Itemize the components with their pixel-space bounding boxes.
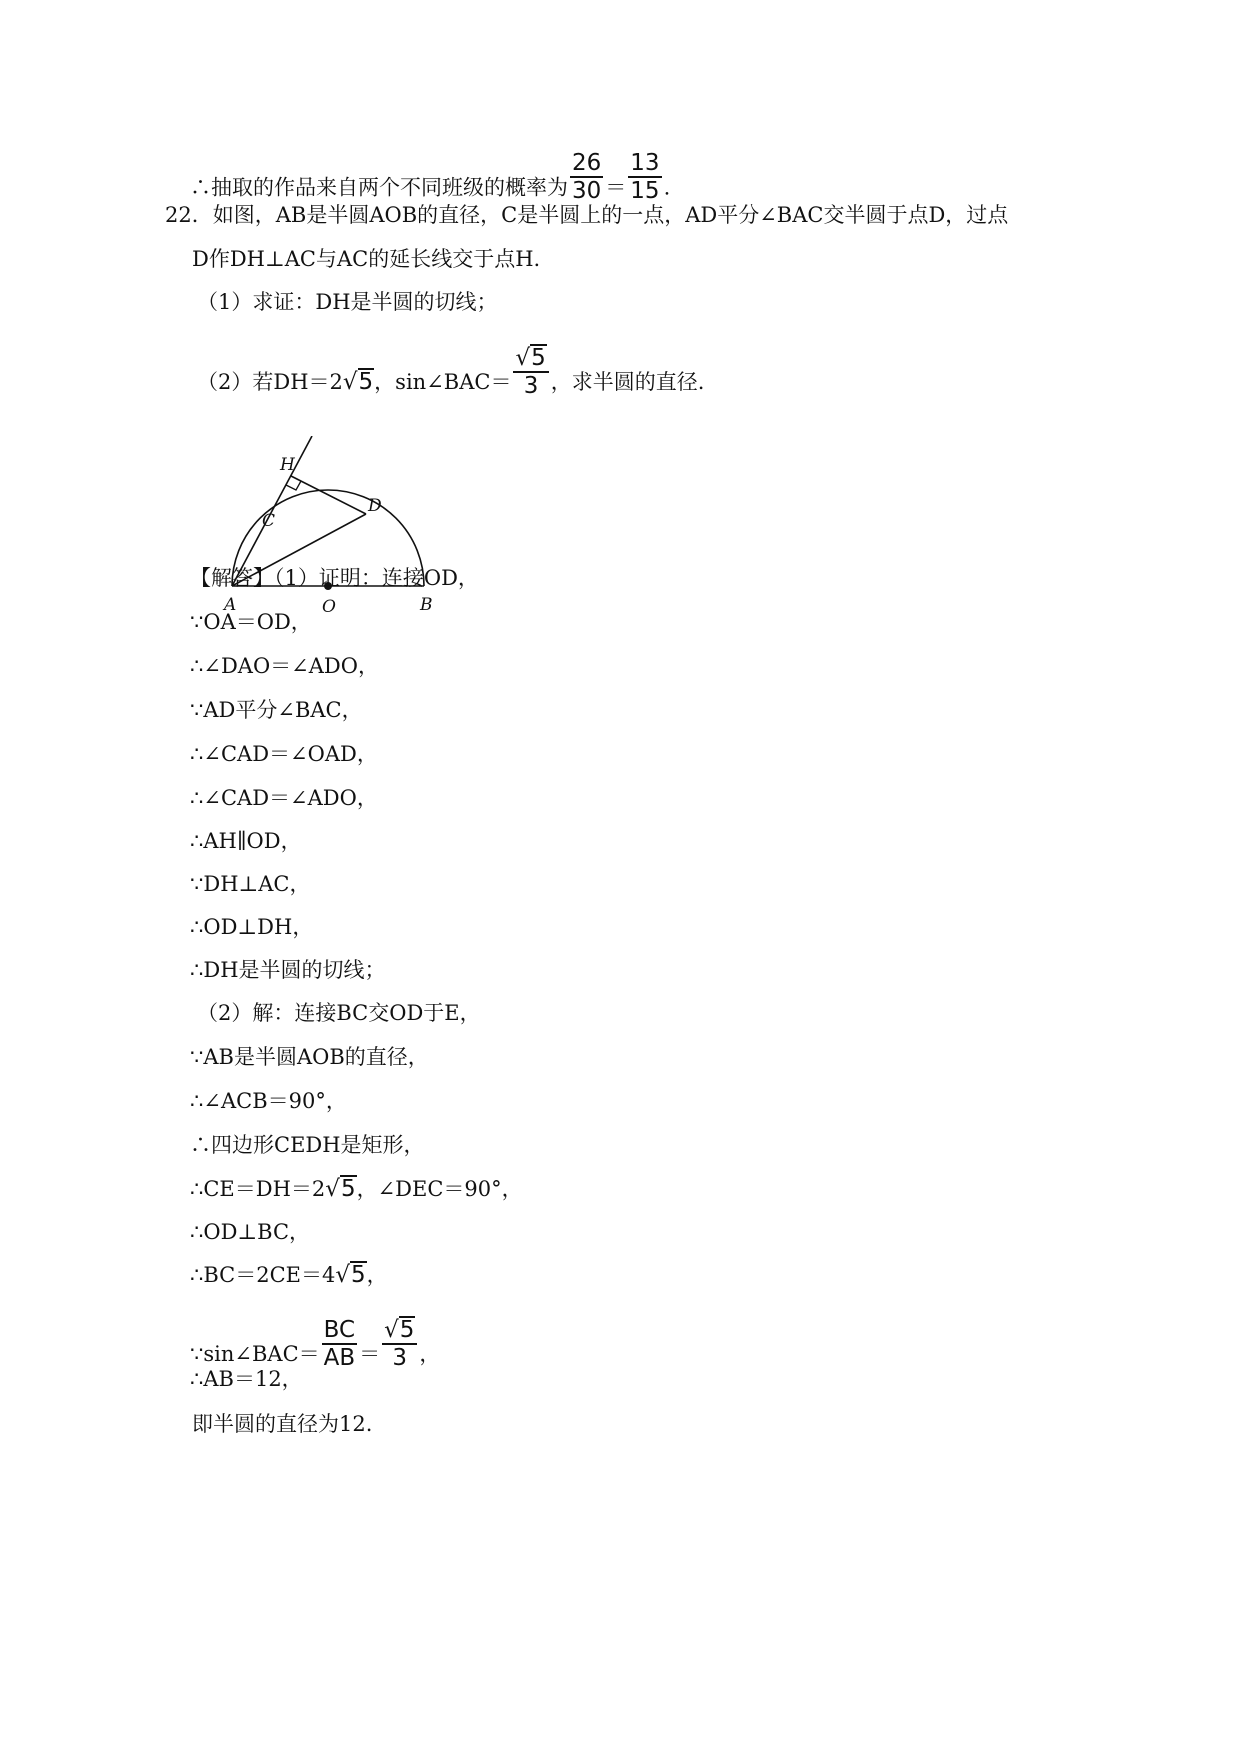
line-prefix: ∵sin∠BAC＝: [190, 1342, 320, 1366]
fraction-bc-over-ab: [322, 1317, 357, 1371]
equals-sign: ＝: [359, 1342, 381, 1366]
sqrt-expression: √5: [325, 1176, 356, 1202]
line-suffix: ，: [419, 1342, 441, 1366]
radicand: 5: [340, 1176, 356, 1202]
sqrt-expression: √5: [342, 369, 374, 395]
solution-line: ∴∠DAO＝∠ADO，: [190, 654, 379, 678]
solution-line: [190, 1175, 523, 1203]
radicand: 5: [351, 1262, 366, 1288]
problem-part-2: [197, 345, 705, 411]
part2-suffix: ，求半圆的直径.: [550, 370, 705, 394]
part2-prefix: （2）若DH＝2: [197, 370, 343, 394]
solution-line: ∴∠CAD＝∠ADO，: [190, 786, 378, 810]
final-answer: 即半圆的直径为12.: [192, 1412, 373, 1436]
fraction-denominator: 3: [523, 373, 539, 399]
solution-line: ∵DH⊥AC，: [190, 872, 311, 896]
label-o: O: [322, 597, 336, 616]
sqrt-expression: √5: [515, 345, 546, 371]
radicand: 5: [399, 1317, 415, 1343]
sqrt-expression: √5: [384, 1317, 415, 1343]
line-suffix: ，: [366, 1263, 388, 1287]
line-hd: [291, 476, 366, 514]
fraction-numerator: 26: [572, 150, 602, 176]
solution-line: 【解答】（1）证明：连接OD，: [190, 566, 479, 590]
problem-line-1: 22．如图，AB是半圆AOB的直径，C是半圆上的一点，AD平分∠BAC交半圆于点D，过点: [165, 203, 1009, 227]
fraction-denominator: 15: [630, 178, 660, 204]
fraction-sqrt5-over-3: [382, 1316, 417, 1371]
part2-mid: ，sin∠BAC＝: [374, 370, 512, 394]
solution-line: ∵AD平分∠BAC，: [190, 698, 363, 722]
sqrt-expression: √5: [335, 1262, 366, 1288]
line-prefix: ∴CE＝DH＝2: [190, 1177, 326, 1201]
fraction-denominator: AB: [323, 1344, 356, 1371]
fraction-numerator: 13: [630, 150, 660, 176]
period: .: [663, 175, 671, 200]
solution-line: [190, 1261, 388, 1289]
label-h: H: [280, 455, 295, 475]
solution-line: ∴OD⊥DH，: [190, 915, 314, 939]
solution-line: ∴∠ACB＝90°，: [190, 1089, 347, 1113]
solution-line: ∴OD⊥BC，: [190, 1220, 311, 1244]
solution-line: （2）解：连接BC交OD于E，: [197, 1001, 481, 1025]
problem-line-2: D作DH⊥AC与AC的延长线交于点H.: [192, 247, 541, 271]
conclusion-text: ∴抽取的作品来自两个不同班级的概率为: [190, 175, 568, 200]
fraction-sqrt5-over-3: [513, 344, 548, 399]
fraction-denominator: 3: [392, 1345, 408, 1371]
label-a: A: [224, 595, 237, 615]
solution-line: ∴AB＝12，: [190, 1367, 303, 1391]
label-c: C: [262, 511, 276, 531]
fraction-13-15: [628, 150, 661, 204]
solution-line: ∴四边形CEDH是矩形，: [190, 1133, 425, 1157]
solution-line: ∵OA＝OD，: [190, 610, 312, 634]
problem-part-1: （1）求证：DH是半圆的切线；: [197, 290, 498, 314]
radicand: 5: [358, 369, 374, 395]
fraction-numerator: BC: [323, 1316, 356, 1343]
label-b: B: [420, 595, 433, 615]
label-d: D: [368, 496, 382, 516]
fraction-denominator: 30: [572, 178, 602, 204]
right-angle-marker: [286, 481, 301, 490]
solution-line: ∴DH是半圆的切线；: [190, 958, 386, 982]
solution-line: ∵AB是半圆AOB的直径，: [190, 1045, 429, 1069]
fraction-26-30: [570, 150, 603, 204]
equals-sign: ＝: [605, 175, 627, 200]
line-suffix: ，∠DEC＝90°，: [356, 1177, 523, 1201]
radicand: 5: [531, 345, 546, 371]
solution-line: ∴AH∥OD，: [190, 829, 302, 853]
line-prefix: ∴BC＝2CE＝4: [190, 1263, 336, 1287]
solution-line: ∴∠CAD＝∠OAD，: [190, 742, 378, 766]
